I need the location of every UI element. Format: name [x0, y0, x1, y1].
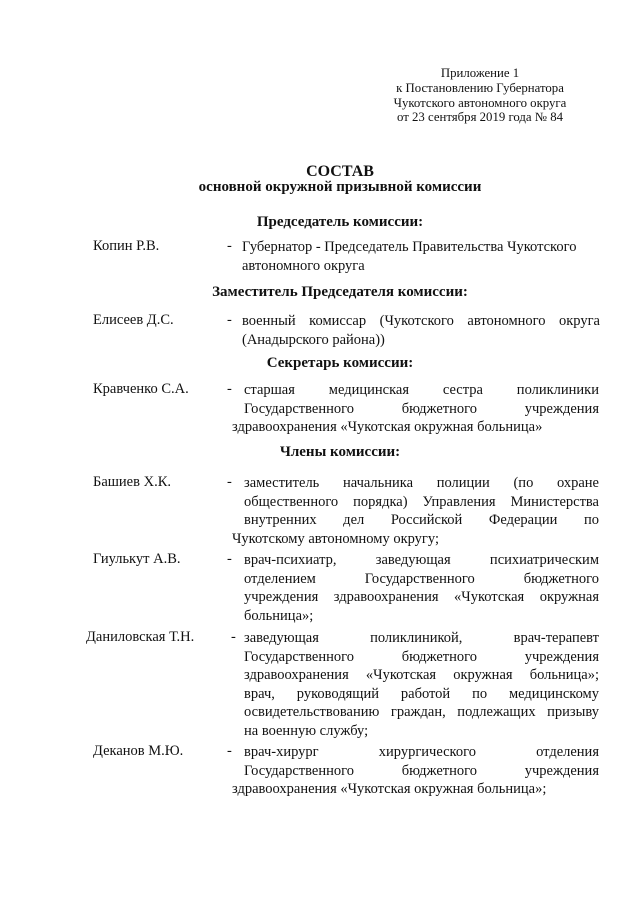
member-dash: -: [227, 312, 232, 328]
member-name: Деканов М.Ю.: [93, 743, 184, 759]
appendix-line: к Постановлению Губернатора: [396, 80, 564, 95]
document-subtitle: основной окружной призывной комиссии: [198, 179, 482, 195]
member-description: [242, 238, 602, 275]
appendix-line: Чукотского автономного округа: [393, 95, 567, 110]
member-name: Копин Р.В.: [93, 238, 160, 254]
section-heading-secretary: Секретарь комиссии:: [266, 355, 414, 371]
description-line: общественного порядка) Управления Министерства: [244, 493, 599, 510]
description-line: Чукотскому автономному округу;: [232, 530, 439, 547]
description-line: врач, руководящий работой по медицинскому: [244, 685, 599, 702]
member-name: Елисеев Д.С.: [93, 312, 174, 328]
description-line: внутренних дел Российской Федерации по: [244, 512, 599, 528]
description-line: старшая медицинская сестра поликлиники: [244, 382, 599, 398]
description-line: больница»;: [244, 607, 314, 624]
member-name: Кравченко С.А.: [93, 381, 189, 397]
member-dash: -: [227, 238, 232, 254]
appendix-header: [370, 66, 590, 125]
appendix-line: от 23 сентября 2019 года № 84: [396, 110, 564, 125]
description-line: Государственного бюджетного учреждения: [244, 400, 599, 417]
member-dash: -: [231, 629, 236, 645]
description-line: на военную службу;: [244, 722, 369, 739]
section-heading-deputy: Заместитель Председателя комиссии:: [212, 284, 468, 300]
description-line: здравоохранения «Чукотская окружная больница»: [232, 419, 543, 435]
member-dash: -: [227, 551, 232, 567]
appendix-line: Приложение 1: [440, 66, 520, 80]
member-description: [232, 743, 599, 799]
member-description: [232, 381, 599, 437]
member-dash: -: [227, 381, 232, 397]
description-line: заведующая поликлиникой, врач-терапевт: [244, 630, 599, 646]
member-description: [232, 474, 599, 548]
member-description: [232, 551, 599, 625]
description-line: освидетельствованию граждан, подлежащих призыву: [244, 704, 599, 720]
member-name: Башиев Х.К.: [93, 474, 171, 490]
member-name: Гиулькут А.В.: [93, 551, 181, 567]
member-dash: -: [227, 743, 232, 759]
description-line: здравоохранения «Чукотская окружная больница»;: [232, 781, 547, 797]
description-line: Государственного бюджетного учреждения: [244, 648, 599, 665]
description-line: автономного округа: [242, 257, 365, 274]
description-line: здравоохранения «Чукотская окружная больница»;: [244, 667, 599, 683]
description-line: (Анадырского района)): [242, 331, 385, 348]
member-name: Даниловская Т.Н.: [86, 629, 195, 645]
member-description: [242, 312, 600, 349]
member-description: [232, 629, 599, 740]
description-line: врач-психиатр, заведующая психиатрическим: [244, 552, 599, 568]
description-line: отделением Государственного бюджетного: [244, 570, 599, 587]
description-line: Губернатор - Председатель Правительства Чукотского: [242, 239, 577, 255]
member-dash: -: [227, 474, 232, 490]
description-line: военный комиссар (Чукотского автономного округа: [242, 313, 600, 329]
description-line: Государственного бюджетного учреждения: [244, 762, 599, 779]
section-heading-chair: Председатель комиссии:: [256, 214, 424, 230]
description-line: заместитель начальника полиции (по охране: [244, 475, 599, 491]
section-heading-members: Члены комиссии:: [279, 444, 401, 460]
description-line: врач-хирург хирургического отделения: [244, 744, 599, 760]
document-title: СОСТАВ: [306, 163, 374, 180]
description-line: учреждения здравоохранения «Чукотская окружная: [244, 589, 599, 605]
